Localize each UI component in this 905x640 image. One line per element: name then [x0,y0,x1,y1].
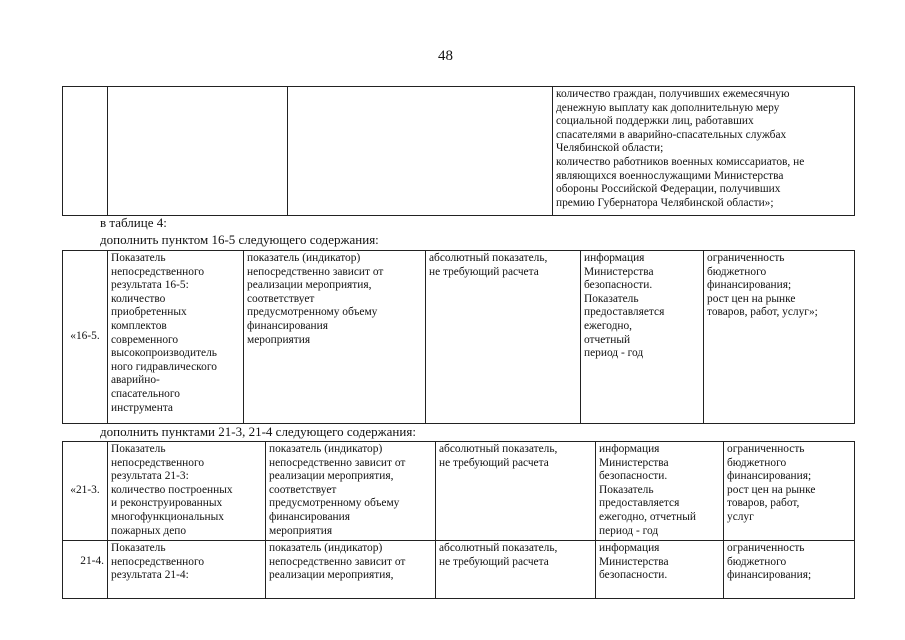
cell-text-line: рост цен на рынке [727,483,816,496]
cell-text-line: реализации мероприятия, [269,470,394,483]
cell-text-line: период - год [599,524,659,537]
cell-text-line: абсолютный показатель, [429,252,548,264]
table-row-16-5 [62,250,855,424]
risks-cell [724,442,855,541]
cell-text-line: информация [599,443,660,455]
cell-text-line: ограниченность [707,252,785,264]
risks-cell [724,541,855,599]
calculation-cell [426,251,581,424]
cell-text-line: показатель (индикатор) [269,542,383,554]
cell-text-line: Министерства [599,555,669,568]
cell-text-line: и реконструированных [111,497,223,510]
cell-text-line: соответствует [247,292,315,305]
cell-text-line: непосредственного [111,456,205,469]
table-row [63,251,855,424]
cell-text-line: непосредственного [111,265,205,278]
cell-text-line: непосредственно зависит от [247,265,384,278]
cell-text-line: результата 21-3: [111,470,189,483]
cell-text-line: предусмотренному объему [269,497,400,510]
cell-text-line: количество построенных [111,483,233,496]
cell-text-line: обороны Российской Федерации, получивших [556,183,781,196]
cell-text-line: Показатель [111,252,166,264]
cell-text-line: ного гидравлического [111,360,217,373]
cell-text-line: ежегодно, отчетный [599,510,696,523]
cell-text-line: период - год [584,347,644,360]
cell-text-line: показатель (индикатор) [269,443,383,455]
cell-text-line: спасателями в аварийно-спасательных службах [556,128,787,141]
cell-text-line: Челябинской области; [556,142,664,155]
page-number: 48 [438,48,453,64]
cell-text-line: количество граждан, получивших ежемесячную [556,88,790,100]
empty-cell [108,87,288,216]
cell-text-line: предоставляется [584,306,665,319]
row-number: «16-5. [63,251,108,424]
empty-cell [63,87,108,216]
cell-text-line: непосредственно зависит от [269,456,406,469]
cell-text-line: Показатель [111,542,166,554]
cell-text-line: услуг [727,510,754,523]
cell-text-line: количество работников военных комиссариатов, не [556,155,805,168]
row-number: 21-4. [63,541,108,599]
cell-text-line: соответствует [269,483,337,496]
indicator-type-cell [266,442,436,541]
cell-text-line: товаров, работ, [727,497,800,510]
cell-text-line: абсолютный показатель, [439,542,558,554]
cell-text-line: комплектов [111,319,167,332]
cell-text-line: товаров, работ, услуг»; [707,306,818,319]
calculation-cell [436,541,596,599]
cell-text-line: спасательного [111,387,180,400]
row-number: «21-3. [63,442,108,541]
cell-text-line: предоставляется [599,497,680,510]
table-rows-21 [62,441,855,599]
cell-text-line: не требующий расчета [439,456,549,469]
cell-text-line: современного [111,333,179,346]
cell-text-line: бюджетного [707,265,767,278]
indicator-type-cell [266,541,436,599]
source-cell [596,442,724,541]
cell-text-line: премию Губернатора Челябинской области»; [556,196,774,209]
cell-text-line: отчетный [584,333,631,346]
cell-text-line: бюджетного [727,456,787,469]
cell-text-line: приобретенных [111,306,187,319]
cell-text-line: рост цен на рынке [707,292,796,305]
cell-text-line: количество [111,292,166,305]
cell-text-line: не требующий расчета [429,265,539,278]
cell-text-line: высокопроизводитель [111,347,217,360]
cell-text-line: результата 21-4: [111,569,189,582]
cell-text-line: непосредственно зависит от [269,555,406,568]
indicator-name-cell [108,442,266,541]
cell-text-line: финансирования; [727,569,812,582]
cell-text-line: Показатель [599,483,654,496]
cell-text-line: результата 16-5: [111,279,189,292]
cell-text-line: предусмотренному объему [247,306,378,319]
cell-text-line: ограниченность [727,443,805,455]
cell-text-line: бюджетного [727,555,787,568]
cell-text-line: информация [599,542,660,554]
cell-text-line: ежегодно, [584,319,633,332]
cell-text-line: безопасности. [599,470,668,483]
cell-text-line: реализации мероприятия, [269,569,394,582]
cell-text-line: социальной поддержки лиц, работавших [556,115,754,128]
instruction-add-16-5: дополнить пунктом 16-5 следующего содержания: [100,232,379,247]
cell-text-line: пожарных депо [111,524,187,537]
table-row [63,87,855,216]
cell-text-line: инструмента [111,401,173,414]
source-cell [596,541,724,599]
cell-text-line: мероприятия [247,333,311,346]
cell-text-line: безопасности. [584,279,653,292]
risks-cell [704,251,855,424]
calculation-cell [436,442,596,541]
cell-text-line: Министерства [584,265,654,278]
instruction-table4: в таблице 4: [100,215,167,230]
cell-text-line: финансирования; [727,470,812,483]
cell-text-line: ограниченность [727,542,805,554]
cell-text-line: непосредственного [111,555,205,568]
cell-text-line: финансирования [247,319,328,332]
cell-text-line: безопасности. [599,569,668,582]
cell-text-line: Показатель [111,443,166,455]
cell-text-line: финансирования; [707,279,792,292]
cell-text-line: денежную выплату как дополнительную меру [556,101,780,114]
cell-text-line: Министерства [599,456,669,469]
table-row [63,541,855,599]
cell-text-line: не требующий расчета [439,555,549,568]
cell-text-line: финансирования [269,510,350,523]
cell-text-line: Показатель [584,292,639,305]
cell-text-line: аварийно- [111,374,160,387]
indicator-name-cell [108,541,266,599]
cell-text-line: показатель (индикатор) [247,252,361,264]
cell-text-line: являющихся военнослужащими Министерства [556,169,784,182]
indicators-cell [553,87,855,216]
empty-cell [288,87,553,216]
instruction-add-21: дополнить пунктами 21-3, 21-4 следующего содержания: [100,424,416,439]
indicator-name-cell [108,251,244,424]
cell-text-line: абсолютный показатель, [439,443,558,455]
table-continuation [62,86,855,216]
cell-text-line: реализации мероприятия, [247,279,372,292]
cell-text-line: информация [584,252,645,264]
table-row [63,442,855,541]
cell-text-line: мероприятия [269,524,333,537]
cell-text-line: многофункциональных [111,510,224,523]
indicator-type-cell [244,251,426,424]
source-cell [581,251,704,424]
